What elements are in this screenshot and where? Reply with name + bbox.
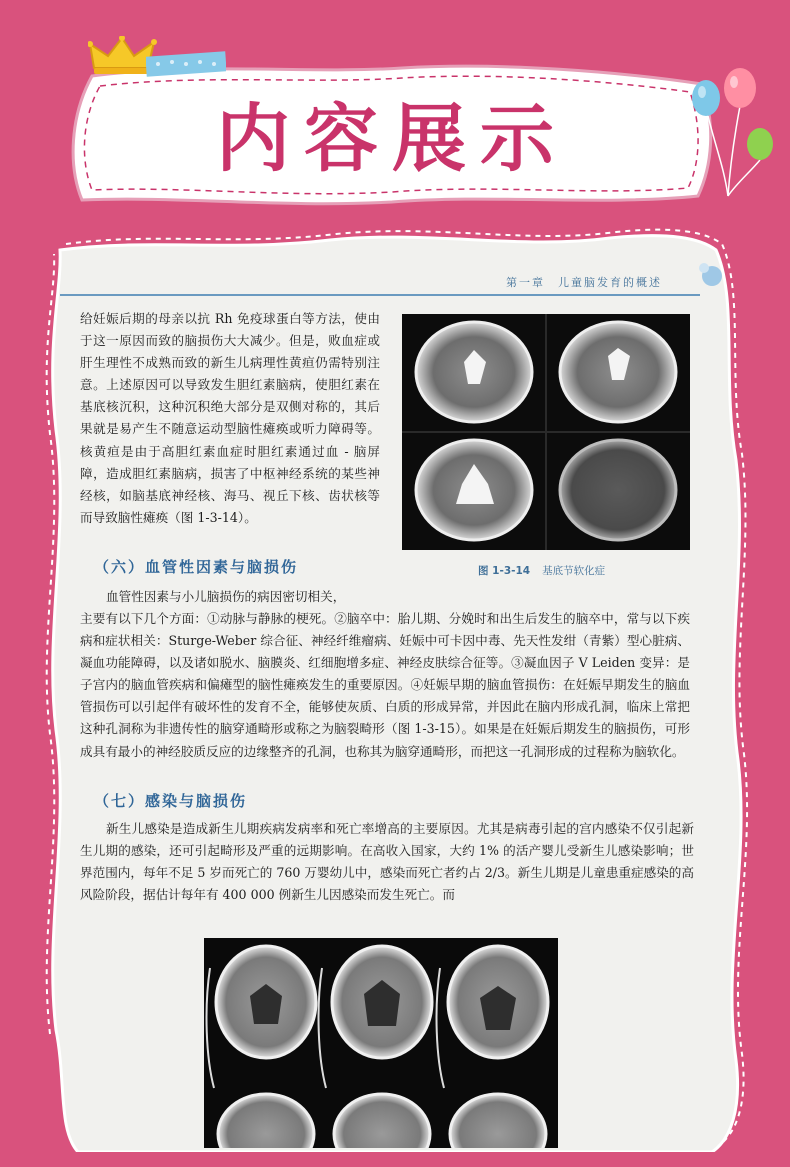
- ct-slice-2: [332, 946, 432, 1058]
- mri-slice-2: [560, 322, 676, 422]
- paragraph-1: 给妊娠后期的母亲以抗 Rh 免疫球蛋白等方法，使由于这一原因而致的脑损伤大大减少。但是，败血症或肝生理性不成熟而致的新生儿病理性黄疸仍需特别注意。上述原因可以导致发生胆红素脑病，使胆红素在基底核沉积，这种沉积绝大部分是双侧对称的，其后果就是易产生不随意运动型脑性瘫痪或听力障碍等。核黄疸是由于高胆红素血症时胆红素通过血 - 脑屏障，造成胆红素脑病，损害了中枢神经系统的某些神经核，如脑基底神经核、海马、视丘下核、齿状核等而导致脑性瘫痪（图 1-3-14）。: [80, 311, 380, 525]
- running-head-rule: [60, 294, 700, 296]
- section-heading-6: （六）血管性因素与脑损伤: [94, 558, 299, 576]
- paragraph-3: 主要有以下几个方面：①动脉与静脉的梗死。②脑卒中：胎儿期、分娩时和出生后发生的脑卒中，常与以下疾病和症状相关：Sturge-Weber 综合征、神经纤维瘤病、妊娠中可卡因中毒、先天性发绀（青紫）型心脏病、凝血功能障碍，以及诸如脱水、脑膜炎、红细胞增多症、神经皮肤综合征等。③凝血因子 V Leiden 变异：是子宫内的脑血管疾病和偏瘫型的脑性瘫痪发生的重要原因。④妊娠早期的脑血管损伤：在妊娠早期发生的脑血管损伤可以引起伴有破坏性的发育不全，能够使灰质、白质的形成异常，并因此在脑内形成孔洞，临床上常把这种孔洞称为非遗传性的脑穿通畸形或称之为脑裂畸形（图 1-3-15）。如果是在妊娠后期发生的脑损伤，可形成具有最小的神经胶质反应的边缘整齐的孔洞，也称其为脑穿通畸形，而把这一孔洞形成的过程称为脑软化。: [80, 611, 690, 759]
- figure-number: 图 1-3-14: [478, 565, 531, 577]
- paragraph-2: 血管性因素与小儿脑损伤的病因密切相关，: [106, 589, 346, 604]
- ct-figure: [204, 938, 558, 1148]
- paragraph-4: 新生儿感染是造成新生儿期疾病发病率和死亡率增高的主要原因。尤其是病毒引起的宫内感染不仅引起新生儿期的感染，还可引起畸形及严重的远期影响。在高收入国家，大约 1% 的活产婴儿受新生儿感染影响；世界范围内，每年不足 5 岁而死亡的 760 万婴幼儿中，感染而死亡者约占 2/3。新生儿期是儿童患重症感染的高风险阶段，据估计每年有 400 000 例新生儿因感染而发生死亡。而: [80, 821, 694, 903]
- mri-slice-4: [560, 440, 676, 540]
- running-head: 第一章 儿童脑发育的概述: [506, 276, 662, 289]
- banner-title: 内容展示: [216, 96, 568, 182]
- ct-slice-3: [448, 946, 548, 1058]
- mri-slice-1: [416, 322, 532, 422]
- bottom-band: [0, 1152, 790, 1167]
- ct-slice-1: [216, 946, 316, 1058]
- mri-image: [402, 314, 690, 550]
- figure-title: 基底节软化症: [542, 565, 606, 577]
- mri-figure: [402, 314, 690, 550]
- mri-slice-3: [416, 440, 532, 540]
- section-heading-7: （七）感染与脑损伤: [94, 792, 248, 810]
- ct-image: [204, 938, 558, 1148]
- figure-caption: [478, 563, 605, 578]
